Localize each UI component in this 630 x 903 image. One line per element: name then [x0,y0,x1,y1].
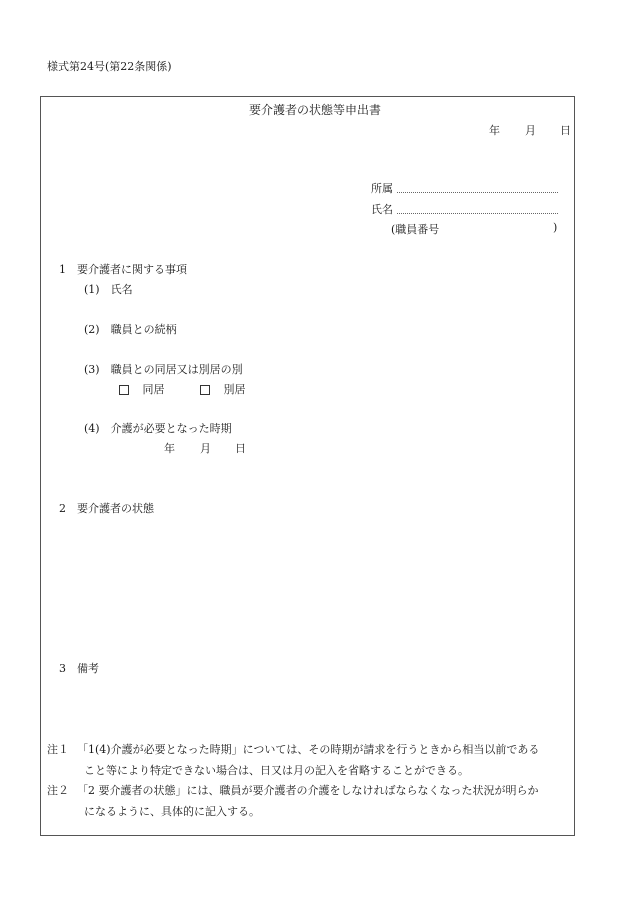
care-date-day: 日 [235,442,246,455]
date-year: 年 [489,124,500,137]
item-name: (1) 氏名 [84,283,133,296]
care-date-month: 月 [200,442,211,455]
note1-line2: こと等により特定できない場合は、日又は月の記入を省略することができる。 [84,764,469,777]
note2-line1: 「2 要介護者の状態」には、職員が要介護者の介護をしなければならなくなった状況が明らか [77,784,539,797]
affiliation-label: 所属 [371,182,393,195]
checkbox-icon[interactable] [119,385,129,395]
checkbox-icon[interactable] [200,385,210,395]
note2-label: 注２ [47,784,69,797]
item-cohabitation: (3) 職員との同居又は別居の別 [84,363,243,376]
condition-field[interactable] [59,520,559,650]
option-cohabit[interactable] [119,381,165,397]
option-cohabit-label: 同居 [142,383,165,396]
date-day: 日 [560,124,571,137]
staff-number-label: (職員番号 [391,223,440,236]
staff-number-close: ) [553,221,558,234]
name-label: 氏名 [371,203,393,216]
care-date-year: 年 [164,442,175,455]
item-relationship: (2) 職員との続柄 [84,323,177,336]
date-month: 月 [525,124,536,137]
option-separate-label: 別居 [223,383,246,396]
section2-heading: 2 要介護者の状態 [59,502,154,515]
section1-heading: 1 要介護者に関する事項 [59,263,187,276]
section3-heading: 3 備考 [59,662,99,675]
name-field[interactable] [397,199,558,214]
note1-line1: 「1(4)介護が必要となった時期」については、その時期が請求を行うときから相当以前である [77,743,540,756]
form-number: 様式第24号(第22条関係) [47,60,172,73]
remarks-field[interactable] [59,680,559,730]
option-separate[interactable] [200,381,246,397]
form-title: 要介護者の状態等申出書 [248,103,381,117]
item-care-start: (4) 介護が必要となった時期 [84,422,232,435]
affiliation-field[interactable] [397,178,558,193]
note1-label: 注１ [47,743,69,756]
note2-line2: になるように、具体的に記入する。 [84,805,260,818]
